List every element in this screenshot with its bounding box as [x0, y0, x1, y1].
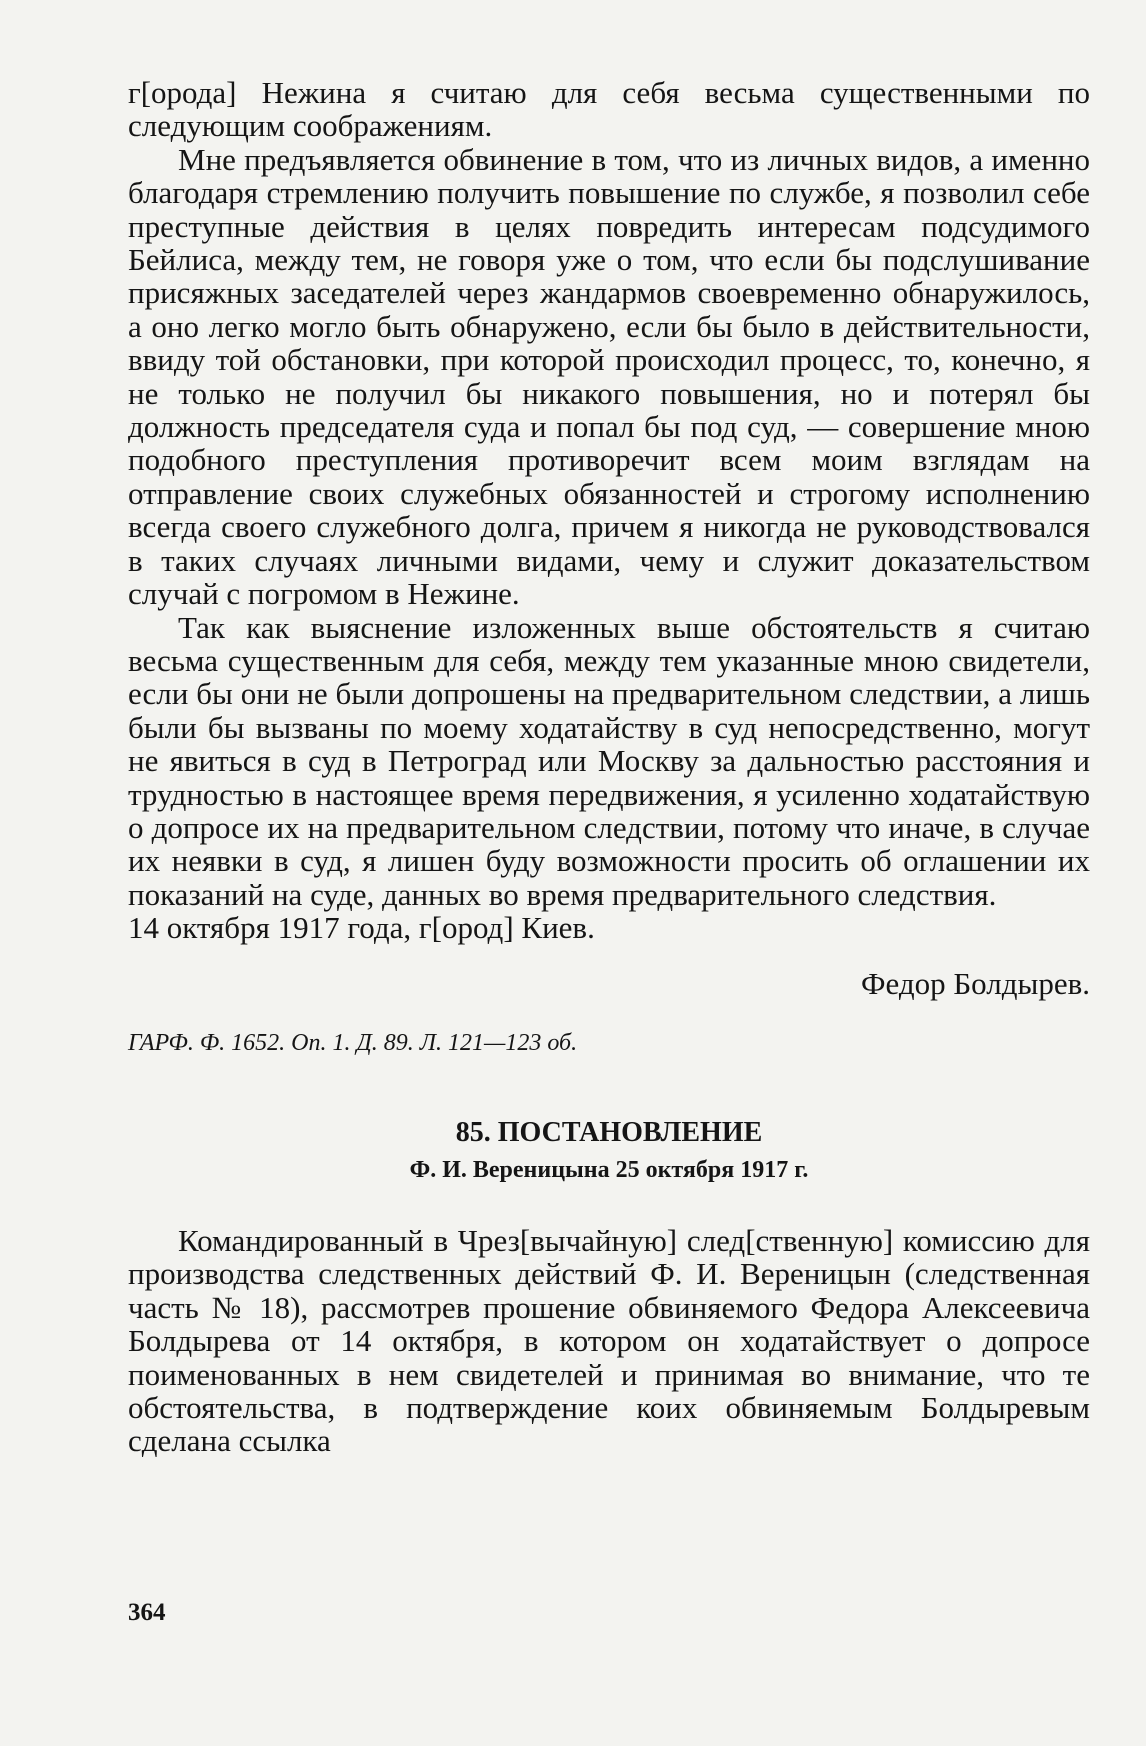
page-number: 364: [128, 1599, 166, 1626]
document-heading: 85. ПОСТАНОВЛЕНИЕ: [455, 1116, 763, 1148]
archive-reference: ГАРФ. Ф. 1652. Оп. 1. Д. 89. Л. 121—123 об.: [128, 1029, 578, 1056]
text-column: [128, 76, 1090, 1458]
date-line: 14 октября 1917 года, г[ород] Киев.: [128, 910, 595, 946]
paragraph-petition: Так как выяснение изложенных выше обстоятельств я считаю весьма существенным для себя, между тем указанные мною свидетели, если бы они не были допрошены на предварительном следствии, а лишь были бы вызваны по моему ходатайству в суд непосредственно, могут не явиться в суд в Петроград или Москву за дальностью расстояния и трудностью в настоящее время передвижения, я усиленно ходатайствую о допросе их на предварительном следствии, потому что иначе, в случае их неявки в суд, я лишен буду возможности просить об оглашении их показаний на суде, данных во время предварительного следствия.: [128, 609, 1090, 912]
document-subheading: Ф. И. Вереницына 25 октября 1917 г.: [409, 1156, 809, 1183]
document-body: Командированный в Чрез[вычайную] след[ственную] комиссию для производства следственных действий Ф. И. Вереницын (следственная часть № 18), рассмотрев прошение обвиняемого Федора Алексеевича Болдырева от 14 октября, в котором он ходатайствует о допросе поименованных в нем свидетелей и принимая во внимание, что те обстоятельства, в подтверждение коих обвиняемым Болдыревым сделана ссылка: [128, 1222, 1090, 1459]
signature: Федор Болдырев.: [861, 965, 1090, 1001]
paragraph-accusation: Мне предъявляется обвинение в том, что из личных видов, а именно благодаря стремлению получить повышение по службе, я позволил себе преступные действия в целях повредить интересам подсудимого Бейлиса, между тем, не говоря уже о том, что если бы подслушивание присяжных заседателей через жандармов своевременно обнаружилось, а оно легко могло быть обнаружено, если бы было в действительности, ввиду той обстановки, при которой происходил процесс, то, конечно, я не только не получил бы никакого повышения, но и потерял бы должность председателя суда и попал бы под суд, — совершение мною подобного преступления противоречит всем моим взглядам на отправление своих служебных обязанностей и строгому исполнению всегда своего служебного долга, причем я никогда не руководствовался в таких случаях личными видами, чему и служит доказательством случай с погромом в Нежине.: [128, 141, 1090, 612]
paragraph-continuation: г[орода] Нежина я считаю для себя весьма существенными по следующим соображениям.: [128, 75, 1090, 144]
